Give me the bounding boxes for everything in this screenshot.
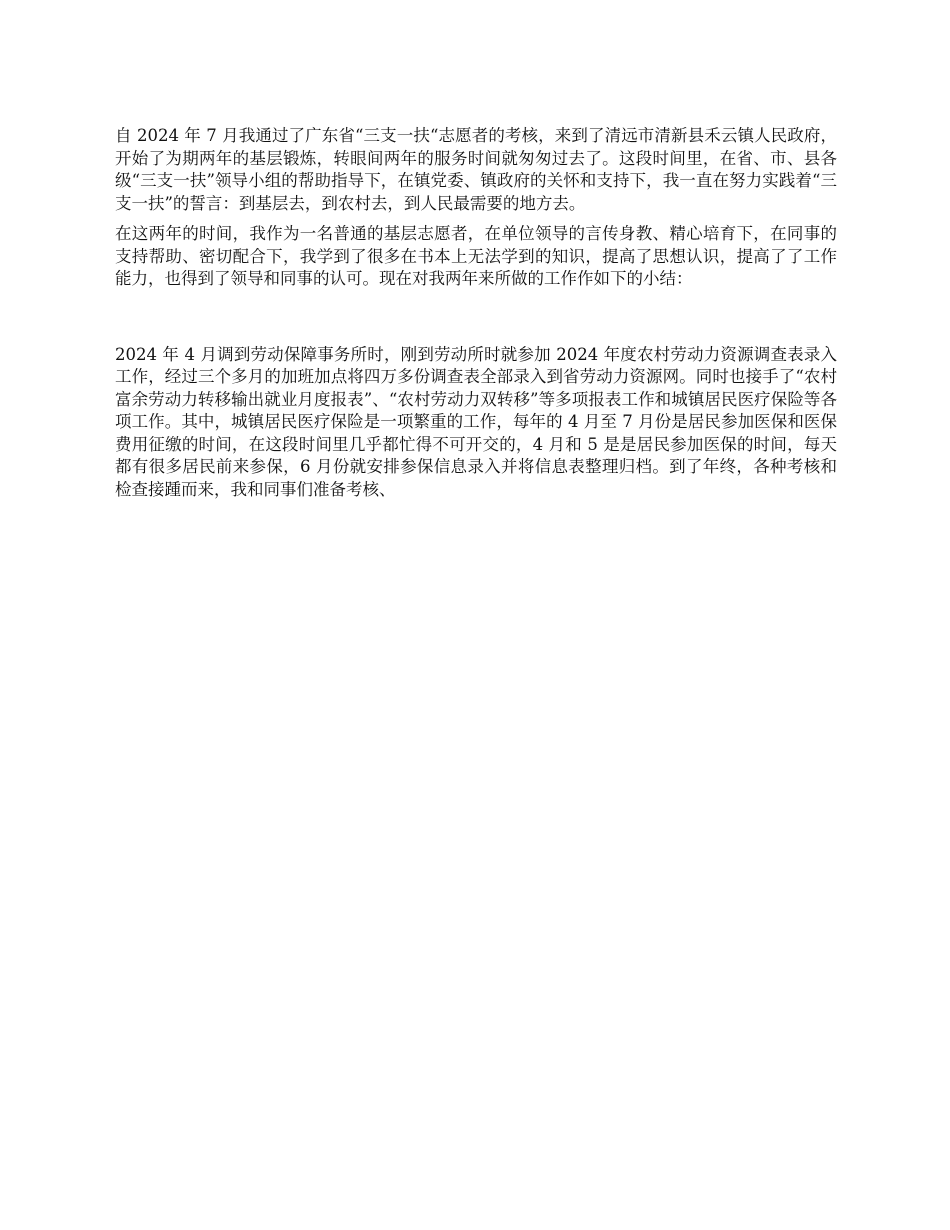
paragraph-intro: 自 2024 年 7 月我通过了广东省“三支一扶“志愿者的考核，来到了清远市清新县禾云镇人民政府，开始了为期两年的基层锻炼，转眼间两年的服务时间就匆匆过去了。这段时间里，在省、市、县各级“三支一扶”领导小组的帮助指导下，在镇党委、镇政府的关怀和支持下，我一直在努力实践着“三支一扶”的誓言：到基层去，到农村去，到人民最需要的地方去。 <box>115 126 837 213</box>
paragraph-summary-lead: 在这两年的时间，我作为一名普通的基层志愿者，在单位领导的言传身教、精心培育下，在同事的支持帮助、密切配合下，我学到了很多在书本上无法学到的知识，提高了思想认识，提高了了工作能力，也得到了领导和同事的认可。现在对我两年来所做的工作作如下的小结： <box>115 224 837 288</box>
paragraph-labor-office-work: 2024 年 4 月调到劳动保障事务所时，刚到劳动所时就参加 2024 年度农村劳动力资源调查表录入工作，经过三个多月的加班加点将四万多份调查表全部录入到省劳动力资源网。同时也接手了“农村富余劳动力转移输出就业月度报表”、“农村劳动力双转移”等多项报表工作和城镇居民医疗保险等各项工作。其中，城镇居民医疗保险是一项繁重的工作，每年的 4 月至 7 月份是居民参加医保和医保费用征缴的时间，在这段时间里几乎都忙得不可开交的，4 月和 5 是是居民参加医保的时间，每天都有很多居民前来参保，6 月份就安排参保信息录入并将信息表整理归档。到了年终，各种考核和检查接踵而来，我和同事们准备考核、 <box>115 344 837 499</box>
document-body <box>115 125 837 501</box>
